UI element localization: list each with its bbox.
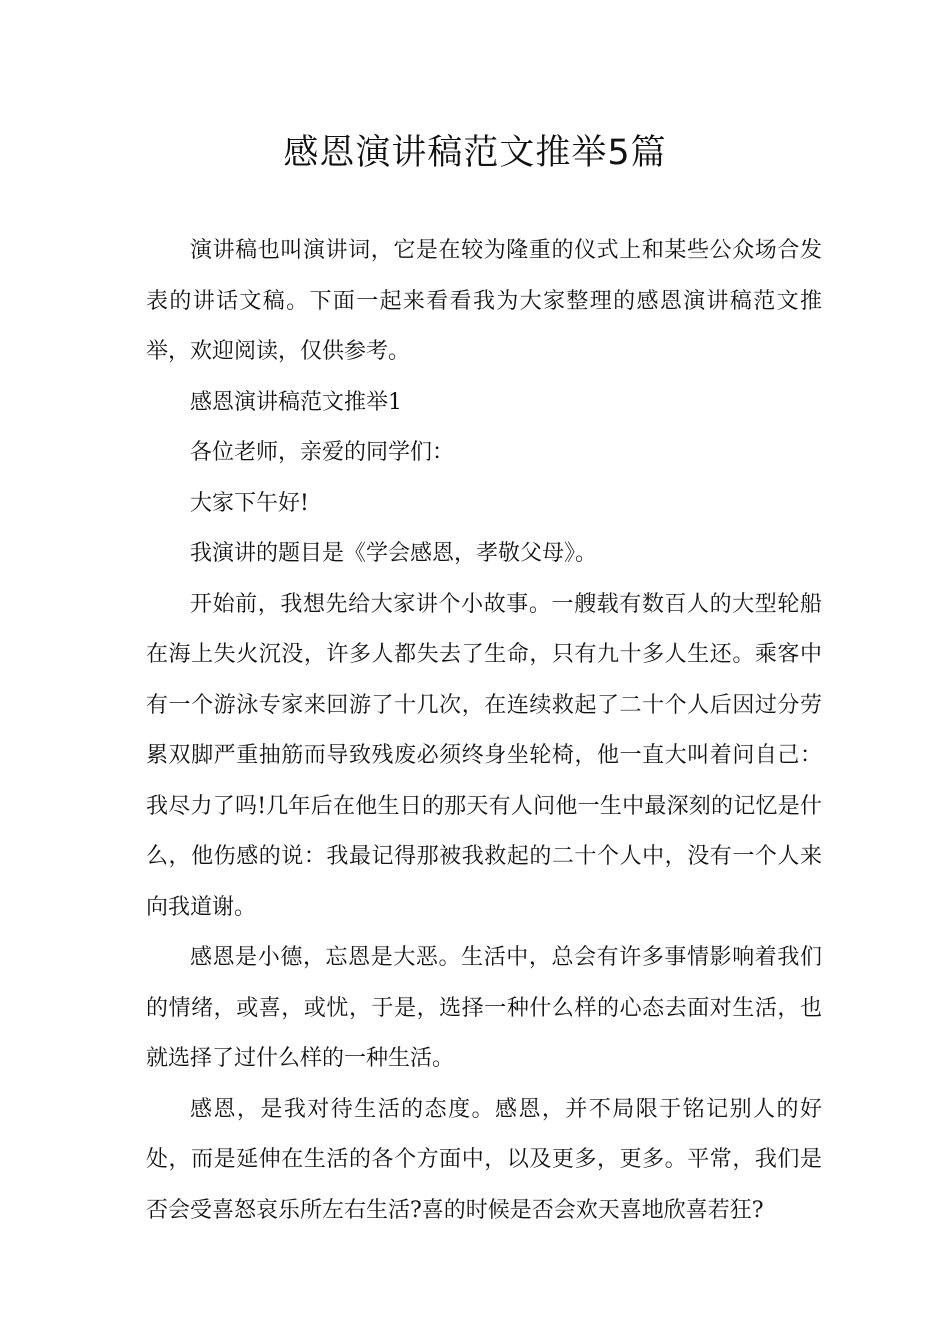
paragraph-gratitude-attitude: 感恩，是我对待生活的态度。感恩，并不局限于铭记别人的好处，而是延伸在生活的各个方面中，以及更多，更多。平常，我们是否会受喜怒哀乐所左右生活?喜的时候是否会欢天喜地欣喜若狂? xyxy=(146,1096,822,1223)
document-body xyxy=(146,226,822,1236)
paragraph-section-heading: 感恩演讲稿范文推举1 xyxy=(190,389,402,415)
paragraph-story: 开始前，我想先给大家讲个小故事。一艘载有数百人的大型轮船在海上失火沉没，许多人都失去了生命，只有九十多人生还。乘客中有一个游泳专家来回游了十几次，在连续救起了二十个人后因过分劳累双脚严重抽筋而导致残废必须终身坐轮椅，他一直大叫着问自己：我尽力了吗!几年后在他生日的那天有人问他一生中最深刻的记忆是什么，他伤感的说：我最记得那被我救起的二十个人中，没有一个人来向我道谢。 xyxy=(146,591,822,920)
paragraph-speech-topic: 我演讲的题目是《学会感恩，孝敬父母》。 xyxy=(190,541,598,566)
document-title: 感恩演讲稿范文推举5篇 xyxy=(283,133,667,173)
paragraph-gratitude-virtue: 感恩是小德，忘恩是大恶。生活中，总会有许多事情影响着我们的情绪，或喜，或忧，于是，选择一种什么样的心态去面对生活，也就选择了过什么样的一种生活。 xyxy=(146,945,822,1071)
paragraph-salutation: 各位老师，亲爱的同学们： xyxy=(190,440,455,465)
paragraph-greeting: 大家下午好! xyxy=(190,490,309,516)
paragraph-intro: 演讲稿也叫演讲词，它是在较为隆重的仪式上和某些公众场合发表的讲话文稿。下面一起来看看我为大家整理的感恩演讲稿范文推举，欢迎阅读，仅供参考。 xyxy=(146,238,822,364)
